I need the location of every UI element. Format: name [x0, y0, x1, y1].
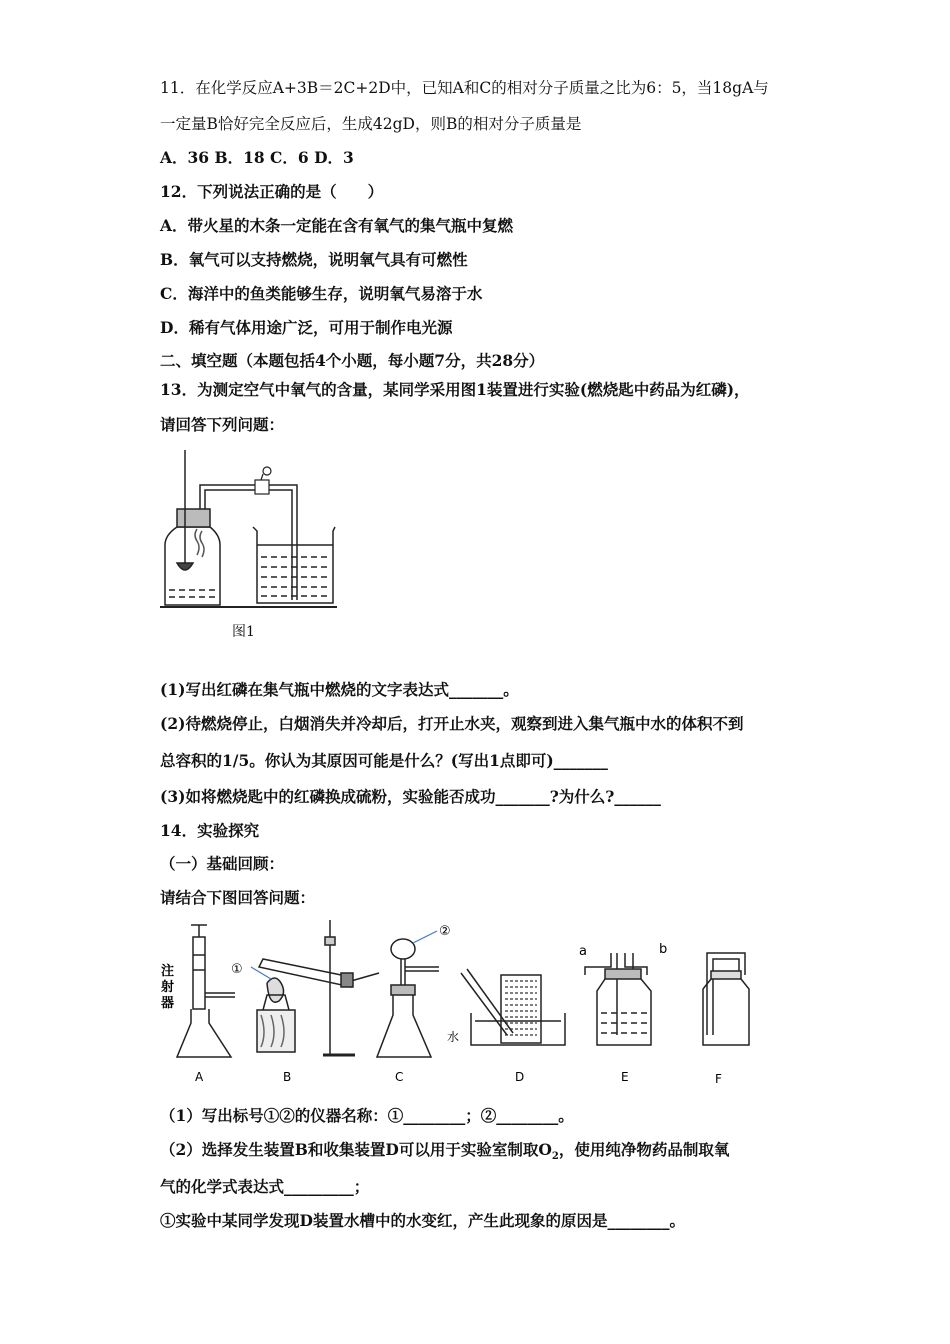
q14-sub2-line1 — [160, 1140, 729, 1167]
q14-stem: 14．实验探究 — [160, 821, 260, 840]
q12-option-c: C．海洋中的鱼类能够生存，说明氧气易溶于水 — [160, 284, 483, 303]
q11-stem-line1: 11．在化学反应A+3B＝2C+2D中，已知A和C的相对分子质量之比为6：5，当18gA与 — [160, 79, 769, 97]
water-beaker — [253, 527, 335, 603]
q11-options: A．36 B．18 C．6 D．3 — [160, 148, 354, 167]
apparatus-b-label: B — [283, 1070, 292, 1084]
q14-part1: （一）基础回顾： — [160, 854, 285, 873]
marker-1: ① — [231, 962, 243, 977]
q13-sub1: (1)写出红磷在集气瓶中燃烧的文字表达式_______。 — [160, 680, 519, 699]
q11-stem-line2: 一定量B恰好完全反应后，生成42gD，则B的相对分子质量是 — [160, 115, 582, 133]
figure-1-apparatus — [155, 445, 345, 645]
apparatus-a — [177, 925, 235, 1057]
apparatus-f-label: F — [715, 1072, 722, 1086]
q13-sub2-line2: 总容积的1/5。你认为其原因可能是什么？(写出1点即可)_______ — [160, 751, 608, 770]
apparatus-f — [703, 953, 749, 1045]
q12-option-d: D．稀有气体用途广泛，可用于制作电光源 — [160, 318, 453, 337]
water-label: 水 — [447, 1030, 460, 1044]
q12-option-b: B．氧气可以支持燃烧，说明氧气具有可燃性 — [160, 250, 468, 269]
connecting-tube — [200, 485, 297, 600]
o2-subscript: 2 — [551, 1151, 559, 1163]
q14-sub2-line2: 气的化学式表达式_________； — [160, 1177, 370, 1196]
q14-instruction: 请结合下图回答问题： — [160, 888, 316, 907]
q13-sub3: (3)如将燃烧匙中的红磷换成硫粉，实验能否成功_______?为什么?______ — [160, 787, 661, 806]
q14-sub2-line1-post: ，使用纯净物药品制取氧 — [558, 1140, 730, 1159]
q13-stem-line2: 请回答下列问题： — [160, 415, 285, 434]
figure-1-caption: 图1 — [232, 624, 255, 640]
port-b-label: b — [659, 942, 668, 957]
syringe-label: 注射器 — [161, 964, 175, 1011]
apparatus-b — [257, 920, 379, 1055]
port-a-label: a — [579, 944, 587, 959]
apparatus-d-label: D — [515, 1070, 525, 1084]
apparatus-c — [377, 939, 439, 1057]
apparatus-e-label: E — [621, 1070, 629, 1084]
water-clamp — [255, 467, 271, 494]
apparatus-e — [585, 953, 651, 1045]
marker-2-pointer — [413, 931, 437, 943]
q12-stem: 12．下列说法正确的是（ ） — [160, 182, 384, 201]
marker-2: ② — [439, 924, 451, 939]
q12-option-a: A．带火星的木条一定能在含有氧气的集气瓶中复燃 — [160, 216, 514, 235]
apparatus-a-label: A — [195, 1070, 204, 1084]
q13-stem-line1: 13．为测定空气中氧气的含量，某同学采用图1装置进行实验(燃烧匙中药品为红磷)， — [160, 380, 750, 399]
q13-sub2-line1: (2)待燃烧停止，白烟消失并冷却后，打开止水夹，观察到进入集气瓶中水的体积不到 — [160, 714, 744, 733]
apparatus-c-label: C — [395, 1070, 404, 1084]
figure-apparatus-a-f — [155, 915, 765, 1090]
q14-sub2-line1-pre: （2）选择发生装置B和收集装置D可以用于实验室制取O — [160, 1140, 552, 1159]
q14-sub1: （1）写出标号①②的仪器名称：①________；②________。 — [160, 1106, 574, 1125]
section2-heading: 二、填空题（本题包括4个小题，每小题7分，共28分） — [160, 351, 545, 370]
apparatus-d — [461, 969, 565, 1045]
q14-sub2-note: ①实验中某同学发现D装置水槽中的水变红，产生此现象的原因是________。 — [160, 1211, 685, 1230]
collecting-bottle — [165, 450, 220, 605]
